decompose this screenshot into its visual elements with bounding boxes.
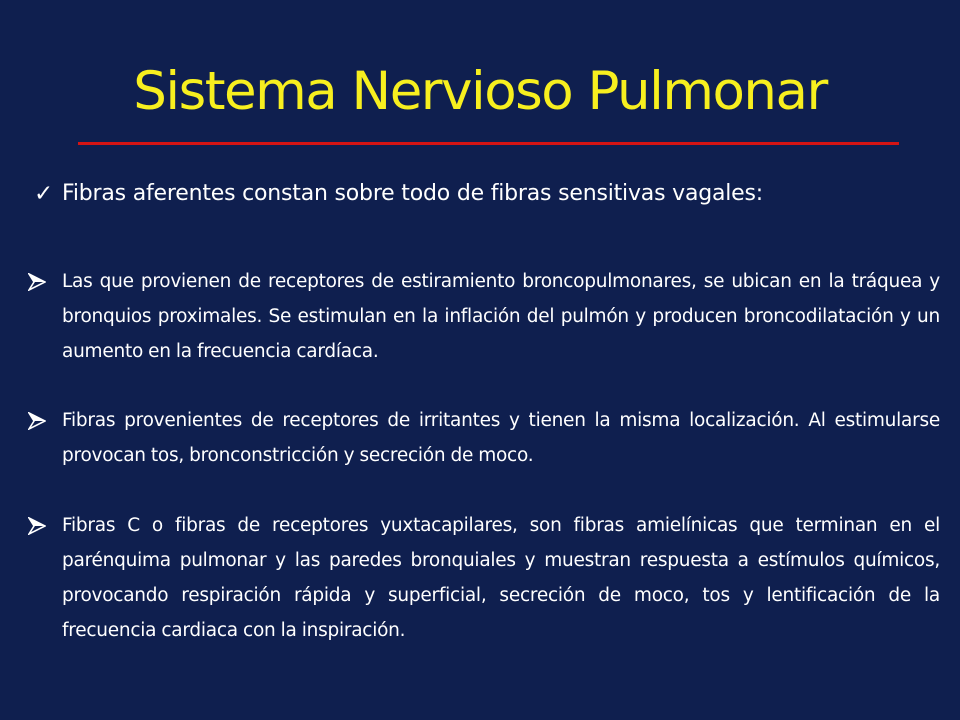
slide-title: Sistema Nervioso Pulmonar [133,61,827,122]
arrow-bullet-icon [28,403,62,438]
bullet-text: Las que provienen de receptores de estiramiento broncopulmonares, se ubican en la tráquea y bronquios proximales. Se estimulan en la inflación del pulmón y producen broncodilatación y un aumento en la frecuencia cardíaca. [62,271,940,362]
bullet-item [28,264,940,369]
bullet-item [28,403,940,473]
title-underline [78,142,899,145]
bullet-text: Fibras provenientes de receptores de irritantes y tienen la misma localización. Al estimularse provocan tos, bronconstricción y secreción de moco. [62,410,940,466]
arrow-bullet-icon [28,508,62,543]
bullet-item [28,508,940,648]
bullet-text: Fibras C o fibras de receptores yuxtacapilares, son fibras amielínicas que terminan en el parénquima pulmonar y las paredes bronquiales y muestran respuesta a estímulos químicos, provocando respiración rápida y superficial, secreción de moco, tos y lentificación de la frecuencia cardiaca con la inspiración. [62,515,940,641]
lead-text: Fibras aferentes constan sobre todo de fibras sensitivas vagales: [62,181,763,206]
lead-point [34,176,934,212]
arrow-bullet-icon [28,264,62,299]
checkmark-icon: ✓ [34,181,54,207]
